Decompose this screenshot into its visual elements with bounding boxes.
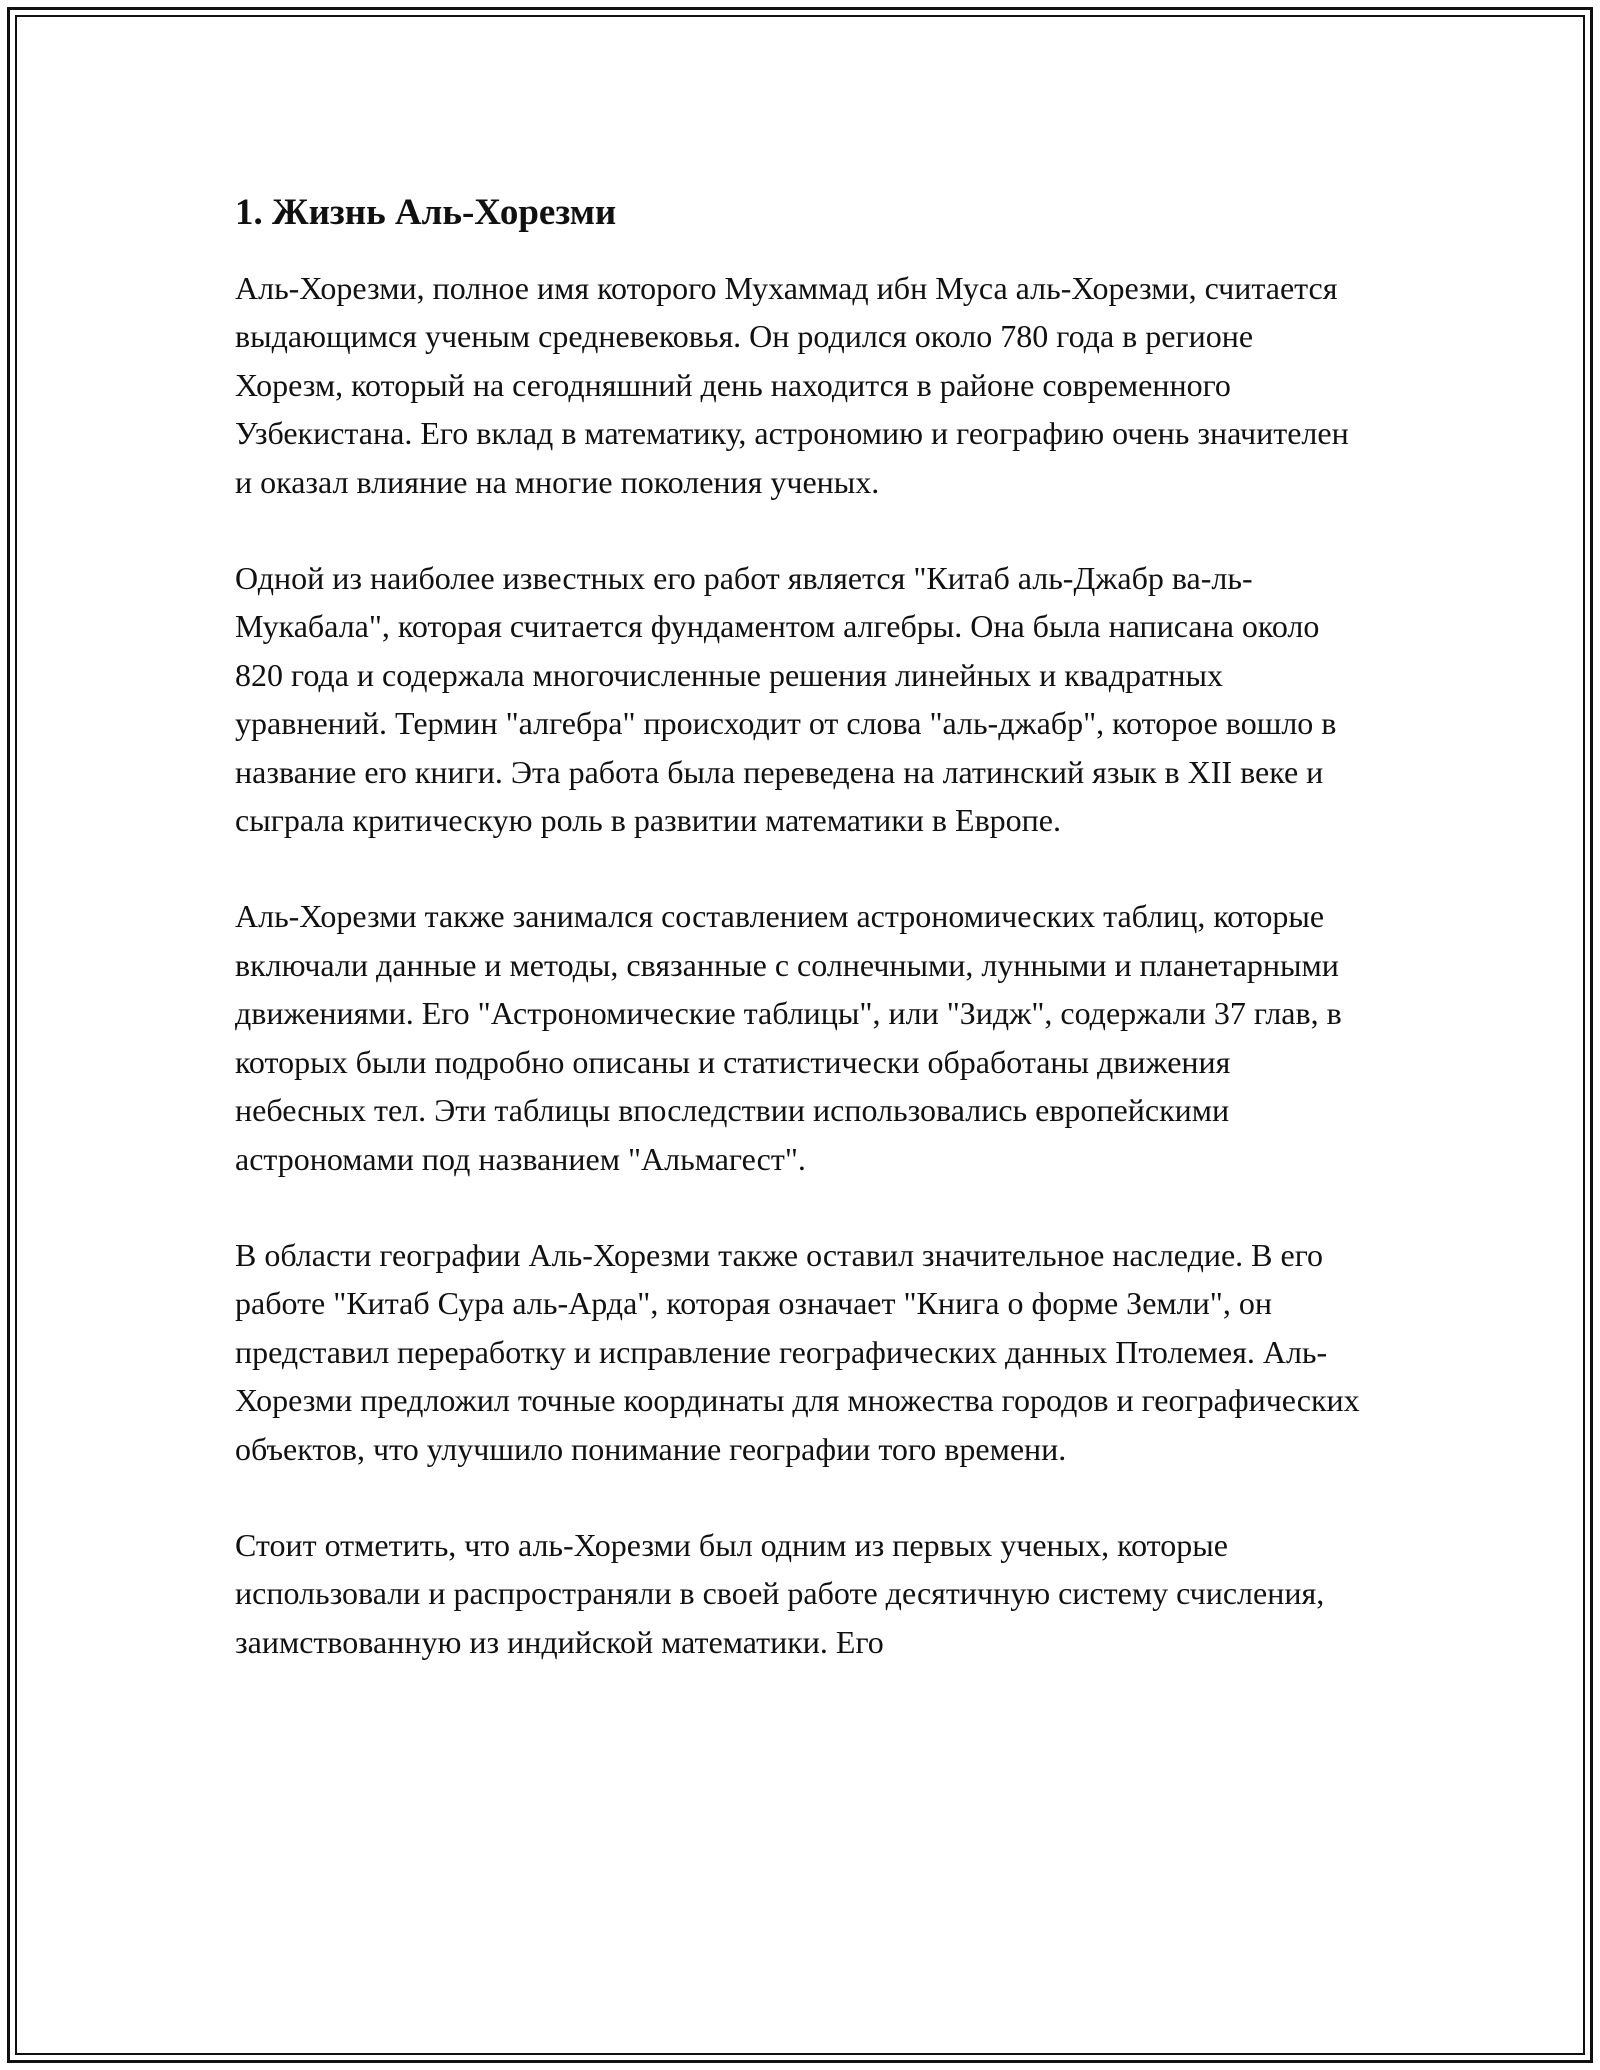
paragraph-life: Аль-Хорезми, полное имя которого Мухаммад ибн Муса аль-Хорезми, считается выдающимся ученым средневековья. Он родился около 780 года в регионе Хорезм, который на сегодняшний день находится в районе современного Узбекистана. Его вклад в математику, астрономию и географию очень значителен и оказал влияние на многие поколения ученых. <box>235 270 1349 500</box>
document-page <box>235 188 1370 1714</box>
paragraph-decimal-system: Стоит отметить, что аль-Хорезми был одним из первых ученых, которые использовали и распространяли в своей работе десятичную систему счисления, заимствованную из индийской математики. Его <box>235 1526 1325 1660</box>
section-title: 1. Жизнь Аль-Хорезми <box>235 192 617 233</box>
paragraph-geography: В области географии Аль-Хорезми также оставил значительное наследие. В его работе "Китаб Сура аль-Арда", которая означает "Книга о форме Земли", он представил переработку и исправление географических данных Птолемея. Аль-Хорезми предложил точные координаты для множества городов и географических объектов, что улучшило понимание географии того времени. <box>235 1236 1360 1467</box>
paragraph-astronomy: Аль-Хорезми также занимался составлением астрономических таблиц, которые включали данные и методы, связанные с солнечными, лунными и планетарными движениями. Его "Астрономические таблицы", или "Зидж", содержали 37 глав, в которых были подробно описаны и статистически обработаны движения небесных тел. Эти таблицы впоследствии использовались европейскими астрономами под названием "Альмагест". <box>235 898 1342 1177</box>
paragraph-algebra: Одной из наиболее известных его работ является "Китаб аль-Джабр ва-ль-Мукабала", которая считается фундаментом алгебры. Она была написана около 820 года и содержала многочисленные решения линейных и квадратных уравнений. Термин "алгебра" происходит от слова "аль-джабр", которое вошло в название его книги. Эта работа была переведена на латинский язык в XII веке и сыграла критическую роль в развитии математики в Европе. <box>235 560 1337 839</box>
